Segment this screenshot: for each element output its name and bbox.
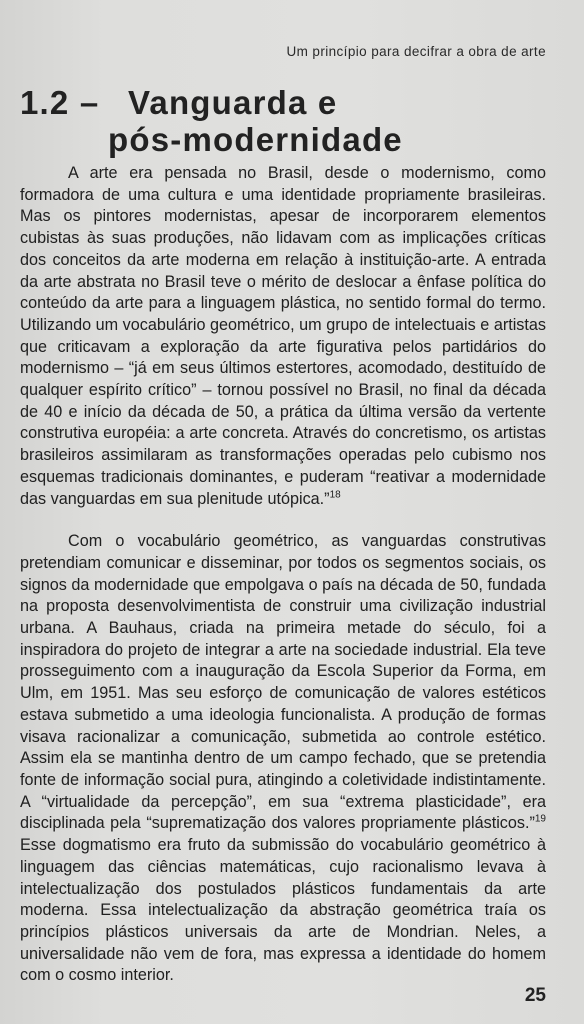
paragraph-2-text-before: Com o vocabulário geométrico, as vanguardas construtivas pretendiam comunicar e disseminar, por todos os segmentos sociais, os signos da modernidade que empolgava o país na década de 50, fundada na proposta desenvolvimentista de construir uma civilização industrial urbana. A Bauhaus, criada na primeira metade do século, foi a inspiradora do projeto de integrar a arte na sociedade industrial. Ela teve prosseguimento com a inauguração da Escola Superior da Forma, em Ulm, em 1951. Mas seu esforço de comunicação de valores estéticos estava submetido a uma ideologia funcionalista. A produção de formas visava racionalizar a comunicação, submetida ao controle estético. Assim ela se mantinha dentro de um campo fechado, que se pretendia fonte de informação social pura, atingindo a coletividade indistintamente. A “virtualidade da percepção”, em sua “extrema plasticidade”, era disciplinada pela “suprematização dos valores propriamente plásticos.” xyxy=(20,532,546,833)
footnote-ref-18[interactable]: 18 xyxy=(329,489,341,501)
paragraph-2 xyxy=(20,531,546,987)
page-number: 25 xyxy=(524,985,546,1006)
running-header: Um princípio para decifrar a obra de arte xyxy=(286,44,546,59)
footnote-ref-19[interactable]: 19 xyxy=(534,814,546,825)
section-title-line-1 xyxy=(20,84,560,121)
paragraph-2-text-after: Esse dogmatismo era fruto da submissão do vocabulário geométrico à linguagem das ciências matemáticas, cujo racionalismo levava à intelectualização dos postulados plásticos fundamentais da arte moderna. Essa intelectualização da abstração geométrica traía os princípios plásticos universais da arte de Mondrian. Neles, a universalidade não vem de fora, mas expressa a identidade do homem com o cosmo interior. xyxy=(20,836,546,985)
section-title-text-1: Vanguarda e xyxy=(128,84,338,121)
section-title xyxy=(20,84,560,158)
paragraph-1 xyxy=(20,163,546,510)
body-text xyxy=(20,163,546,987)
section-number: 1.2 – xyxy=(20,84,100,121)
paragraph-1-text: A arte era pensada no Brasil, desde o modernismo, como formadora de uma cultura e uma identidade propriamente brasileiras. Mas os pintores modernistas, apesar de incorporarem elementos cubistas às suas produções, não lidavam com as implicações críticas dos conceitos da arte moderna em relação à instituição-arte. A entrada da arte abstrata no Brasil teve o mérito de deslocar a ênfase política do conteúdo da arte para a linguagem plástica, no sentido formal do termo. Utilizando um vocabulário geométrico, um grupo de intelectuais e artistas que criticavam a exploração da arte figurativa pelos partidários do modernismo – “já em seus últimos estertores, acomodado, destituído de qualquer espírito crítico” – tornou possível no Brasil, no final da década de 40 e início da década de 50, a prática da última versão da vertente construtiva européia: a arte concreta. Através do concretismo, os artistas brasileiros assimilaram as transformações operadas pelo cubismo nos esquemas tradicionais dominantes, e puderam “reativar a modernidade das vanguardas em sua plenitude utópica.” xyxy=(20,164,546,508)
section-title-line-2: pós-modernidade xyxy=(108,121,403,158)
